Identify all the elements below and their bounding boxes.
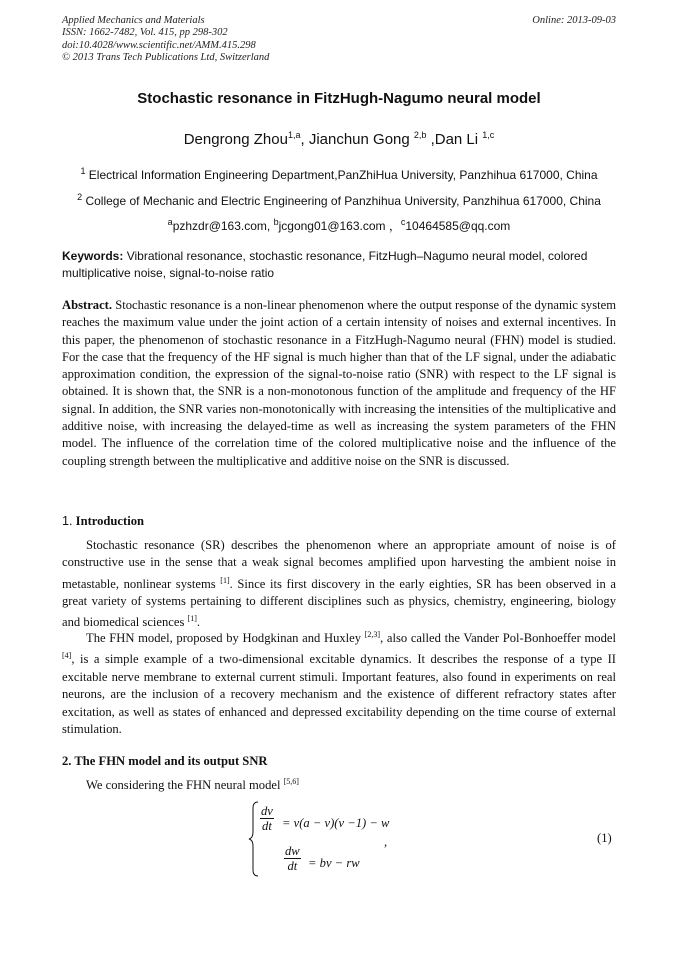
online-date: Online: 2013-09-03 xyxy=(532,15,616,26)
fraction-numerator: dw xyxy=(285,844,300,858)
fraction-numerator: dv xyxy=(261,804,273,818)
author-affiliation-mark: 1,c xyxy=(482,130,495,140)
author-name: Dan Li xyxy=(434,131,483,148)
keywords xyxy=(62,248,616,282)
paragraph-text: , also called the Vander Pol-Bonhoeffer model xyxy=(380,631,616,646)
email-address: jcgong01@163.com ， xyxy=(278,219,401,233)
author-name: Jianchun Gong xyxy=(308,131,414,148)
affiliation-text: College of Mechanic and Electric Engineering of Panzhihua University, Panzhihua 617000, China xyxy=(82,194,601,208)
author-list xyxy=(0,130,678,148)
fraction-dv-dt xyxy=(260,804,274,833)
email-mark: c xyxy=(400,217,406,227)
keywords-text: Vibrational resonance, stochastic resonance, FitzHugh–Nagumo neural model, colored multiplicative noise, signal-to-noise ratio xyxy=(62,249,588,280)
equation-comma: , xyxy=(384,835,388,849)
fraction-denominator: dt xyxy=(262,819,272,833)
paragraph-text: We considering the FHN neural model xyxy=(86,778,284,793)
section-1-heading xyxy=(62,514,144,529)
fraction-denominator: dt xyxy=(287,859,298,873)
citation: [2,3] xyxy=(364,630,381,639)
citation: [1] xyxy=(220,575,230,585)
left-brace-icon xyxy=(248,800,260,878)
paragraph-text: . xyxy=(196,615,201,630)
email-mark: b xyxy=(273,217,279,227)
affiliation-mark: 2 xyxy=(77,192,83,202)
affiliation-text: Electrical Information Engineering Department,PanZhiHua University, Panzhihua 617000, China xyxy=(85,168,598,182)
author-separator: , xyxy=(300,131,309,148)
section-2-intro xyxy=(86,777,299,793)
section-number: 1. xyxy=(62,514,73,528)
journal-name: Applied Mechanics and Materials xyxy=(62,15,205,26)
email-list xyxy=(0,217,678,234)
paragraph-text: The FHN model, proposed by Hodgkinan and Huxley xyxy=(86,631,365,646)
abstract-label: Abstract. xyxy=(62,298,113,312)
affiliation-2 xyxy=(62,192,616,208)
author-name: Dengrong Zhou xyxy=(183,131,288,148)
email-address: 10464585@qq.com xyxy=(405,219,511,233)
keywords-label: Keywords: xyxy=(62,249,124,263)
citation: [1] xyxy=(187,614,197,624)
abstract xyxy=(62,297,616,470)
citation: [5,6] xyxy=(283,777,299,786)
intro-paragraph-2 xyxy=(62,626,616,738)
section-title: Introduction xyxy=(72,514,145,528)
paragraph-text: , is a simple example of a two-dimensional excitable dynamics. It describes the response of a type II excitable nerve membrane to external current stimuli. Important features, also found in experiments on real neurons, are the inclusion of a recovery mechanism and the existence of different refractory states after excitation, as well as states of enhanced and depressed excitability depending on the time course of external stimulation. xyxy=(62,652,616,736)
email-address: pzhzdr@163.com, xyxy=(172,219,274,233)
paper-title: Stochastic resonance in FitzHugh-Nagumo neural model xyxy=(137,90,541,107)
intro-paragraph-1 xyxy=(62,537,616,632)
equation-rhs-1: = v(a − v)(v −1) − w xyxy=(282,816,390,830)
author-affiliation-mark: 2,b xyxy=(413,130,427,140)
journal-issn: ISSN: 1662-7482, Vol. 415, pp 298-302 xyxy=(62,27,228,39)
journal-copyright: © 2013 Trans Tech Publications Ltd, Switzerland xyxy=(62,51,270,63)
equation-rhs-2: = bv − rw xyxy=(308,856,360,870)
affiliation-mark: 1 xyxy=(80,166,86,176)
fraction-dw-dt xyxy=(284,844,301,873)
affiliation-1 xyxy=(62,166,616,182)
equation-number: (1) xyxy=(597,831,612,845)
abstract-text: Stochastic resonance is a non-linear phenomenon where the output response of the dynamic system reaches the maximum value under the joint action of a certain intensity of noises and external incentives. In this paper, the phenomenon of stochastic resonance in a FitzHugh-Nagumo neural (FHN) model is studied. For the case that the frequency of the HF signal is much higher than that of the LF signal, under the adiabatic approximation condition, the expression of the signal-to-noise ratio (SNR) with respect to the LF signal is obtained. It is shown that, the SNR is a non-monotonous function of the amplitude and frequency of the HF signal. In addition, the SNR varies non-monotonically with increasing the intensities of the multiplicative and additive noise, with increasing the delayed-time as well as increasing the system parameters of the FHN model. The influence of the correlation time of the colored multiplicative noise and the influence of the coupling strength between the multiplicative and additive noise on the SNR is discussed. xyxy=(62,298,616,468)
journal-doi: doi:10.4028/www.scientific.net/AMM.415.298 xyxy=(62,39,256,51)
author-affiliation-mark: 1,a xyxy=(287,130,301,140)
paragraph-text: . Since its first discovery in the early eighties, SR has been observed in a great variety of systems pertaining to different disciplines such as physics, chemistry, engineering, biology and biomedical sciences xyxy=(62,576,616,630)
section-2-heading: 2. The FHN model and its output SNR xyxy=(62,754,268,768)
citation: [4] xyxy=(62,651,72,661)
journal-header xyxy=(62,15,616,64)
paragraph-text: Stochastic resonance (SR) describes the phenomenon where an appropriate amount of noise is of constructive use in the sense that a weak signal becomes amplified upon harvesting the ambient noise in metastable, nonlinear systems xyxy=(62,538,616,591)
email-mark: a xyxy=(167,217,173,227)
author-separator: , xyxy=(426,131,435,148)
